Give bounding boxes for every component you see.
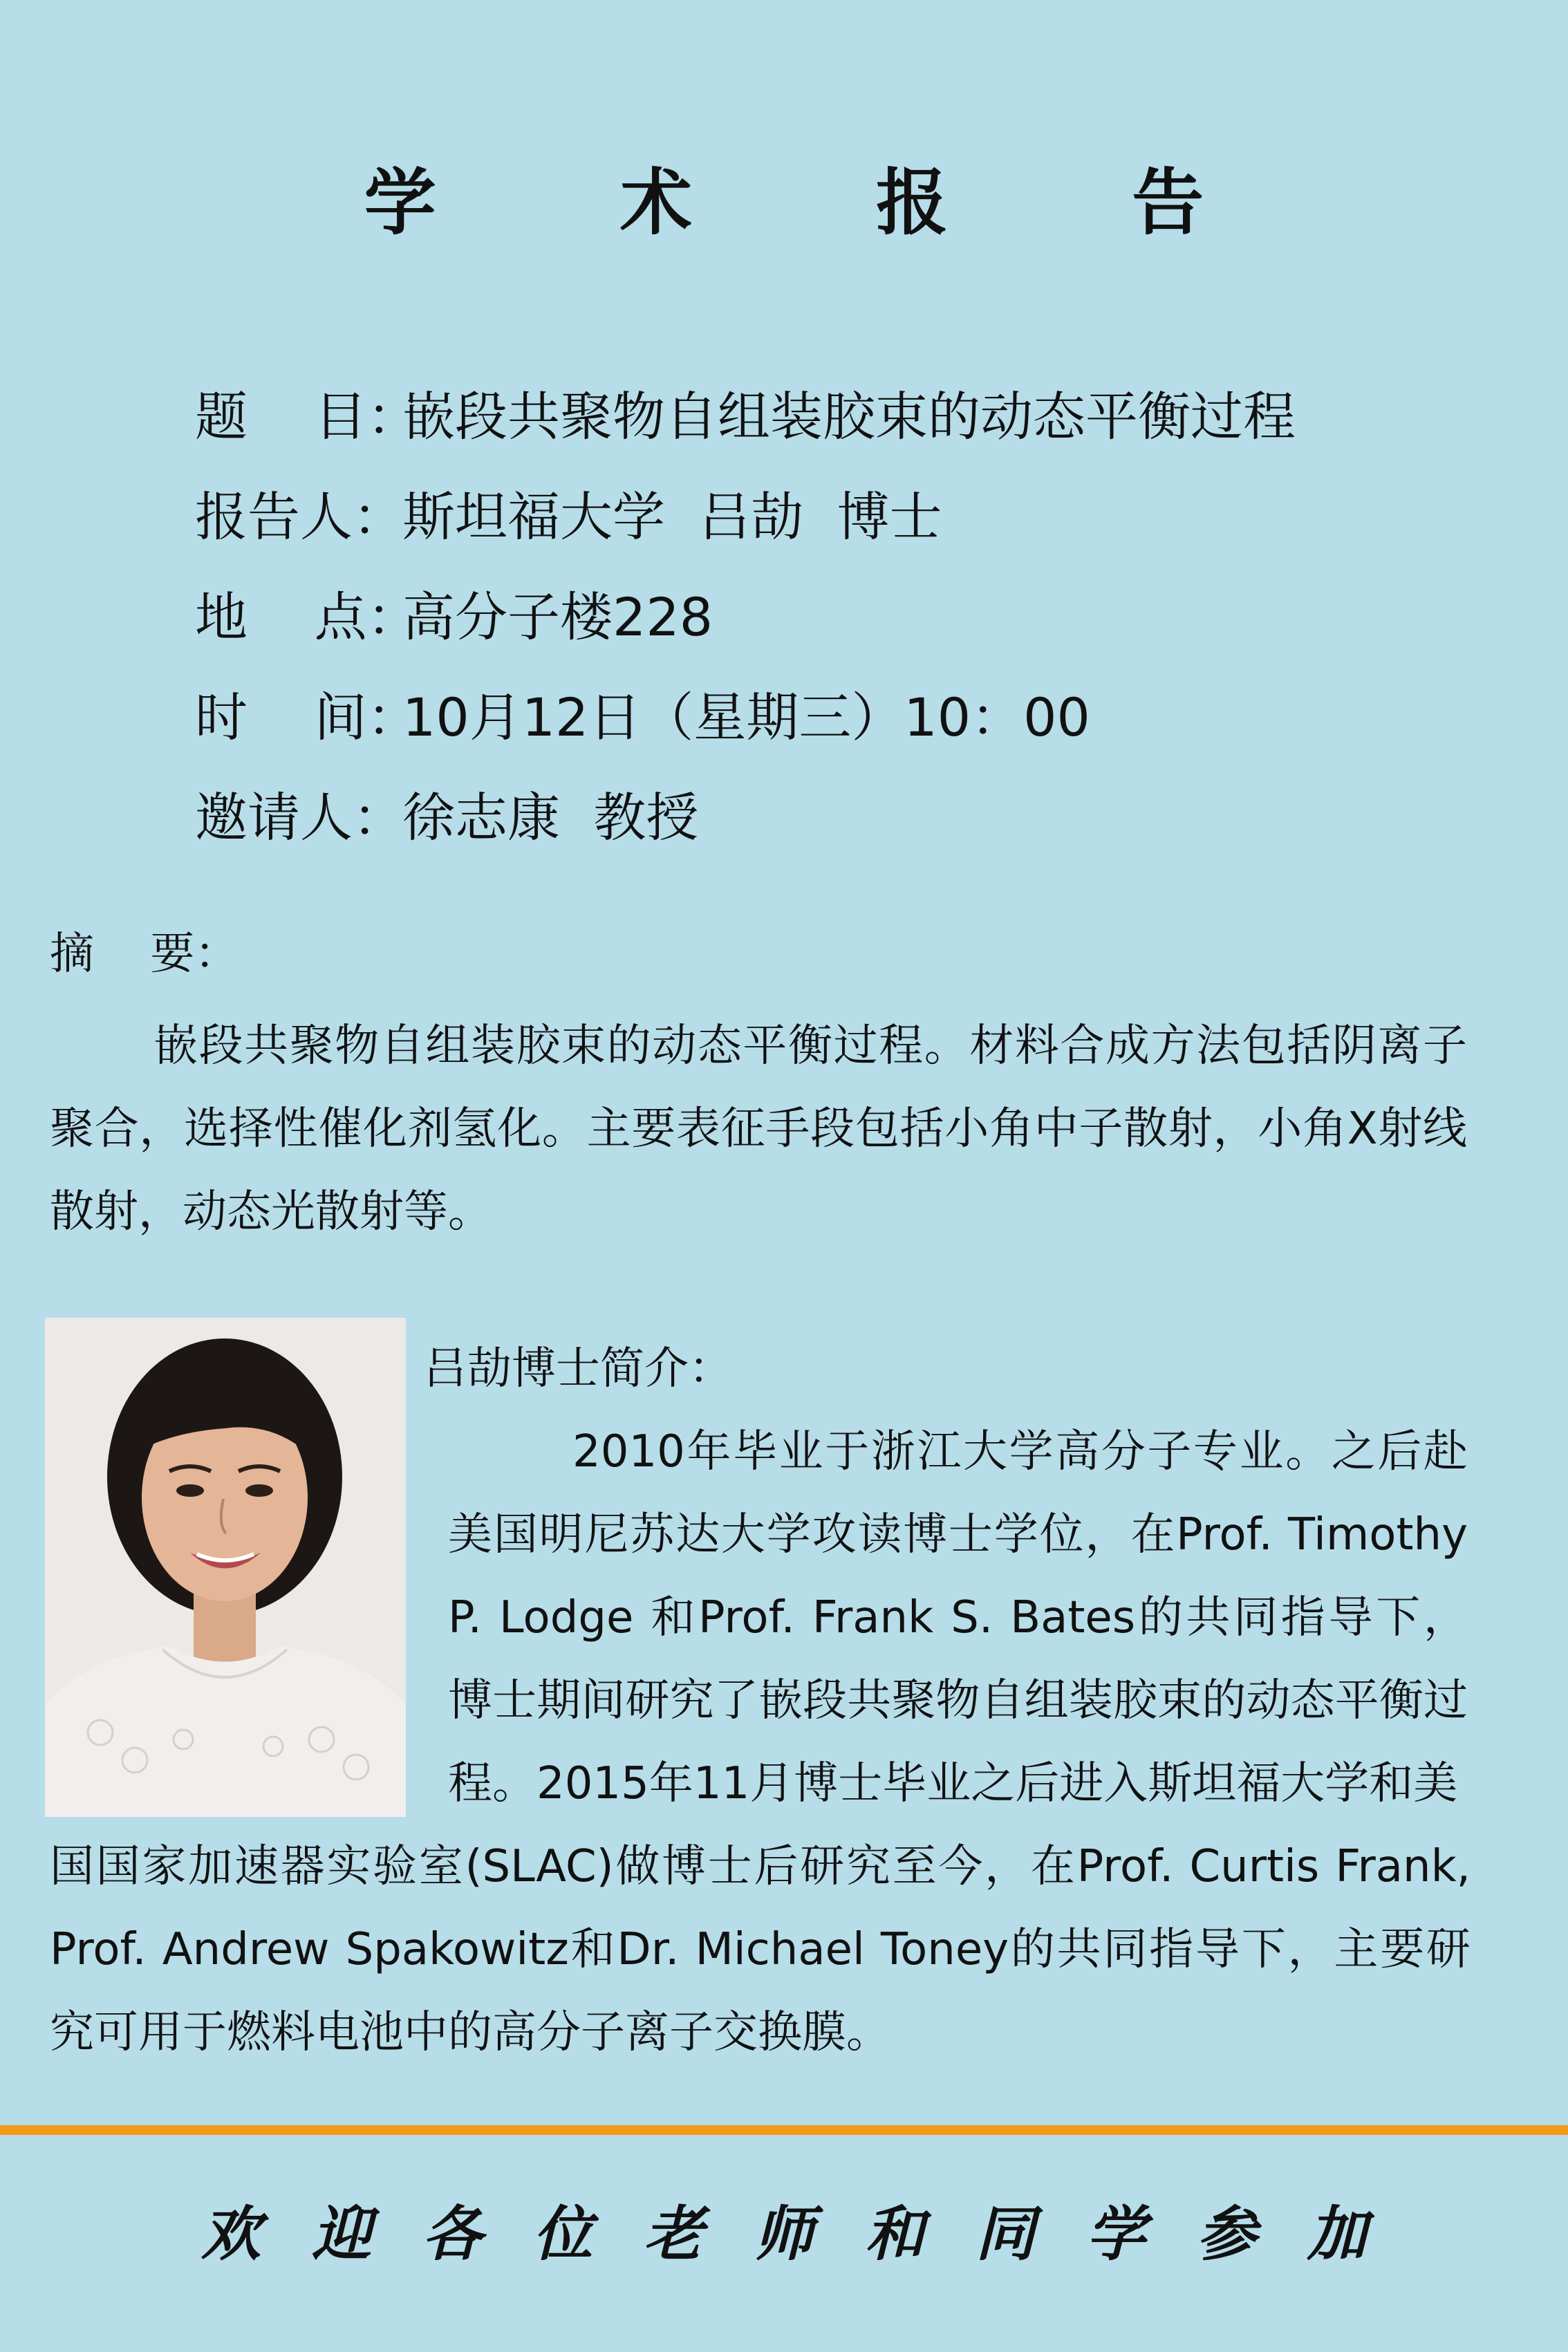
info-value-speaker: 斯坦福大学 吕劼 博士: [402, 486, 942, 548]
info-row-time: [195, 667, 1296, 767]
info-value-location: 高分子楼228: [402, 586, 713, 648]
info-label-time: 时 间：: [195, 687, 420, 748]
info-row-topic: [195, 366, 1296, 467]
info-row-location: [195, 567, 1296, 667]
info-value-time: 10月12日（星期三）10：00: [402, 687, 1090, 748]
info-row-host: [195, 767, 1296, 868]
info-row-speaker: [195, 467, 1296, 567]
footer-divider: [0, 2125, 1568, 2135]
info-label-topic: 题 目：: [195, 386, 420, 447]
info-label-host: 邀请人：: [195, 787, 405, 848]
bio-text-top: 2010年毕业于浙江大学高分子专业。之后赴美国明尼苏达大学攻读博士学位，在Prof. Timothy P. Lodge 和Prof. Frank S. Bates的共同指导下，博士期间研究了嵌段共聚物自组装胶束的动态平衡过程。2015年11月博士毕业之后进入斯坦福大学和美: [448, 1426, 1468, 1809]
info-block: [195, 366, 1296, 868]
bio-label: 吕劼博士简介：: [423, 1343, 733, 1394]
poster-title: 学 术 报 告: [364, 160, 1284, 245]
abstract-label: 摘 要：: [50, 928, 239, 980]
welcome-footer: 欢迎各位老师和同学参加: [201, 2199, 1418, 2269]
info-value-host: 徐志康 教授: [402, 787, 699, 848]
info-value-topic: 嵌段共聚物自组装胶束的动态平衡过程: [402, 386, 1296, 447]
info-label-location: 地 点：: [195, 586, 420, 648]
bio-text-bottom: 国国家加速器实验室(SLAC)做博士后研究至今，在Prof. Curtis Frank, Prof. Andrew Spakowitz和Dr. Michael Toney的共同指导下，主要研究可用于燃料电池中的高分子离子交换膜。: [50, 1841, 1471, 2058]
info-label-speaker: 报告人：: [195, 486, 405, 548]
abstract-text: 嵌段共聚物自组装胶束的动态平衡过程。材料合成方法包括阴离子聚合，选择性催化剂氢化。主要表征手段包括小角中子散射，小角X射线散射，动态光散射等。: [50, 1020, 1467, 1238]
speaker-photo: [45, 1318, 406, 1817]
